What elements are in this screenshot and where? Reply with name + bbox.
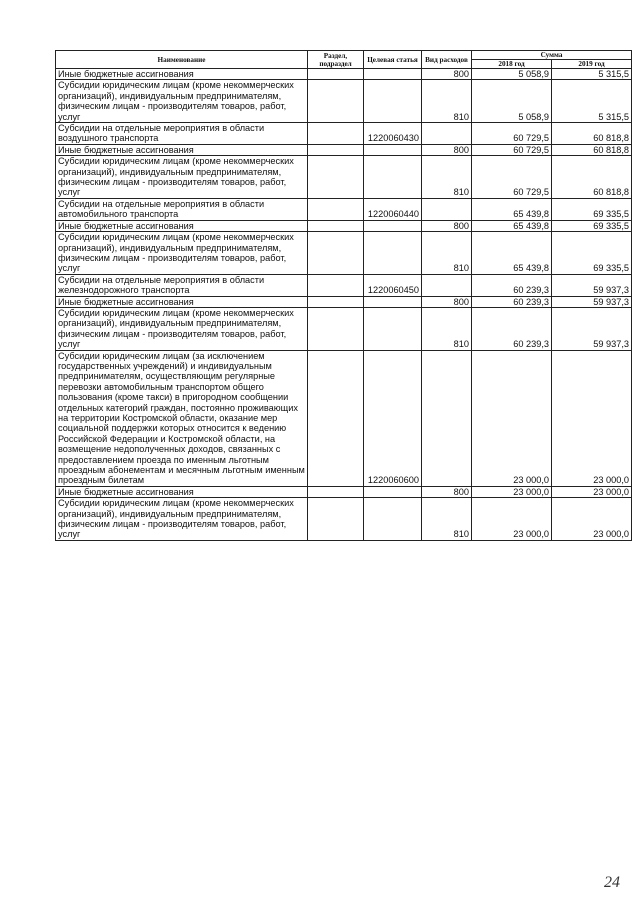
row-name-cell: Субсидии юридическим лицам (кроме некоммерческих организаций), индивидуальным предпринимателям, физическим лицам - производителям товаров, работ, услуг (56, 307, 308, 350)
budget-table (55, 50, 632, 541)
table-row (56, 274, 632, 296)
row-target-cell (364, 69, 422, 80)
row-2018-value: 65 439,8 (472, 232, 552, 275)
row-name-cell: Иные бюджетные ассигнования (56, 296, 308, 307)
row-type-cell (422, 198, 472, 220)
row-target-cell: 1220060440 (364, 198, 422, 220)
row-2019-value: 5 315,5 (552, 69, 632, 80)
table-row (56, 296, 632, 307)
row-type-cell: 800 (422, 296, 472, 307)
row-type-cell (422, 350, 472, 486)
table-body (56, 69, 632, 541)
row-type-cell (422, 274, 472, 296)
row-target-cell (364, 144, 422, 155)
row-section-cell (308, 156, 364, 199)
row-2019-value: 23 000,0 (552, 350, 632, 486)
row-2018-value: 60 729,5 (472, 123, 552, 145)
row-target-cell (364, 498, 422, 541)
table-row (56, 156, 632, 199)
row-type-cell: 810 (422, 80, 472, 123)
row-2018-value: 65 439,8 (472, 198, 552, 220)
row-2019-value: 69 335,5 (552, 232, 632, 275)
row-section-cell (308, 498, 364, 541)
row-name-cell: Субсидии на отдельные мероприятия в области железнодорожного транспорта (56, 274, 308, 296)
row-target-cell: 1220060430 (364, 123, 422, 145)
row-2019-value: 23 000,0 (552, 486, 632, 497)
row-2018-value: 65 439,8 (472, 220, 552, 231)
row-2019-value: 23 000,0 (552, 498, 632, 541)
row-name-cell: Иные бюджетные ассигнования (56, 486, 308, 497)
row-type-cell: 800 (422, 486, 472, 497)
row-type-cell: 800 (422, 69, 472, 80)
row-name-cell: Иные бюджетные ассигнования (56, 220, 308, 231)
row-2018-value: 5 058,9 (472, 69, 552, 80)
row-target-cell (364, 156, 422, 199)
row-name-cell: Иные бюджетные ассигнования (56, 144, 308, 155)
header-type: Вид расходов (422, 51, 472, 69)
row-section-cell (308, 80, 364, 123)
table-row (56, 307, 632, 350)
row-type-cell (422, 123, 472, 145)
table-row (56, 80, 632, 123)
header-name: Наименование (56, 51, 308, 69)
row-2018-value: 23 000,0 (472, 486, 552, 497)
row-name-cell: Субсидии юридическим лицам (кроме некоммерческих организаций), индивидуальным предпринимателям, физическим лицам - производителям товаров, работ, услуг (56, 156, 308, 199)
row-target-cell (364, 220, 422, 231)
row-section-cell (308, 274, 364, 296)
row-2019-value: 69 335,5 (552, 198, 632, 220)
row-name-cell: Субсидии на отдельные мероприятия в области воздушного транспорта (56, 123, 308, 145)
table-row (56, 498, 632, 541)
row-section-cell (308, 144, 364, 155)
row-2019-value: 5 315,5 (552, 80, 632, 123)
row-type-cell: 810 (422, 498, 472, 541)
row-type-cell: 800 (422, 220, 472, 231)
row-target-cell (364, 486, 422, 497)
row-target-cell (364, 307, 422, 350)
row-2019-value: 60 818,8 (552, 144, 632, 155)
row-2019-value: 60 818,8 (552, 123, 632, 145)
row-section-cell (308, 69, 364, 80)
row-target-cell: 1220060450 (364, 274, 422, 296)
row-2018-value: 60 729,5 (472, 144, 552, 155)
row-section-cell (308, 232, 364, 275)
row-section-cell (308, 486, 364, 497)
row-2018-value: 23 000,0 (472, 498, 552, 541)
header-section: Раздел, подраздел (308, 51, 364, 69)
table-row (56, 144, 632, 155)
row-section-cell (308, 198, 364, 220)
row-2019-value: 69 335,5 (552, 220, 632, 231)
table-row (56, 123, 632, 145)
row-target-cell (364, 80, 422, 123)
table-row (56, 232, 632, 275)
row-2018-value: 23 000,0 (472, 350, 552, 486)
row-name-cell: Субсидии юридическим лицам (кроме некоммерческих организаций), индивидуальным предпринимателям, физическим лицам - производителям товаров, работ, услуг (56, 498, 308, 541)
row-2018-value: 60 239,3 (472, 307, 552, 350)
row-2018-value: 60 729,5 (472, 156, 552, 199)
row-type-cell: 810 (422, 232, 472, 275)
header-target: Целевая статья (364, 51, 422, 69)
row-2019-value: 59 937,3 (552, 296, 632, 307)
header-year-2018: 2018 год (472, 60, 552, 69)
row-2018-value: 5 058,9 (472, 80, 552, 123)
row-type-cell: 800 (422, 144, 472, 155)
row-name-cell: Субсидии на отдельные мероприятия в области автомобильного транспорта (56, 198, 308, 220)
row-section-cell (308, 307, 364, 350)
table-row (56, 220, 632, 231)
row-name-cell: Субсидии юридическим лицам (кроме некоммерческих организаций), индивидуальным предпринимателям, физическим лицам - производителям товаров, работ, услуг (56, 80, 308, 123)
row-type-cell: 810 (422, 156, 472, 199)
row-target-cell: 1220060600 (364, 350, 422, 486)
header-sum: Сумма (472, 51, 632, 60)
header-year-2019: 2019 год (552, 60, 632, 69)
row-2018-value: 60 239,3 (472, 296, 552, 307)
table-row (56, 350, 632, 486)
row-name-cell: Субсидии юридическим лицам (кроме некоммерческих организаций), индивидуальным предпринимателям, физическим лицам - производителям товаров, работ, услуг (56, 232, 308, 275)
row-target-cell (364, 296, 422, 307)
row-section-cell (308, 220, 364, 231)
row-2018-value: 60 239,3 (472, 274, 552, 296)
row-section-cell (308, 123, 364, 145)
row-section-cell (308, 350, 364, 486)
table-row (56, 486, 632, 497)
row-section-cell (308, 296, 364, 307)
row-2019-value: 59 937,3 (552, 274, 632, 296)
row-type-cell: 810 (422, 307, 472, 350)
table-row (56, 198, 632, 220)
row-target-cell (364, 232, 422, 275)
row-name-cell: Субсидии юридическим лицам (за исключением государственных учреждений) и индивидуальным предпринимателям, осуществляющим регулярные перевозки автомобильным транспортом общего пользования (кроме такси) в пригородном сообщении отдельных категорий граждан, постоянно проживающих на территории Костромской области, оказание мер социальной поддержки которых относится к ведению Российской Федерации и Костромской области, на возмещение недополученных доходов, связанных с предоставлением проезда по именным льготным проездным абонементам и месячным льготным именным проездным билетам (56, 350, 308, 486)
row-name-cell: Иные бюджетные ассигнования (56, 69, 308, 80)
row-2019-value: 59 937,3 (552, 307, 632, 350)
table-row (56, 69, 632, 80)
row-2019-value: 60 818,8 (552, 156, 632, 199)
page-number: 24 (604, 874, 620, 891)
